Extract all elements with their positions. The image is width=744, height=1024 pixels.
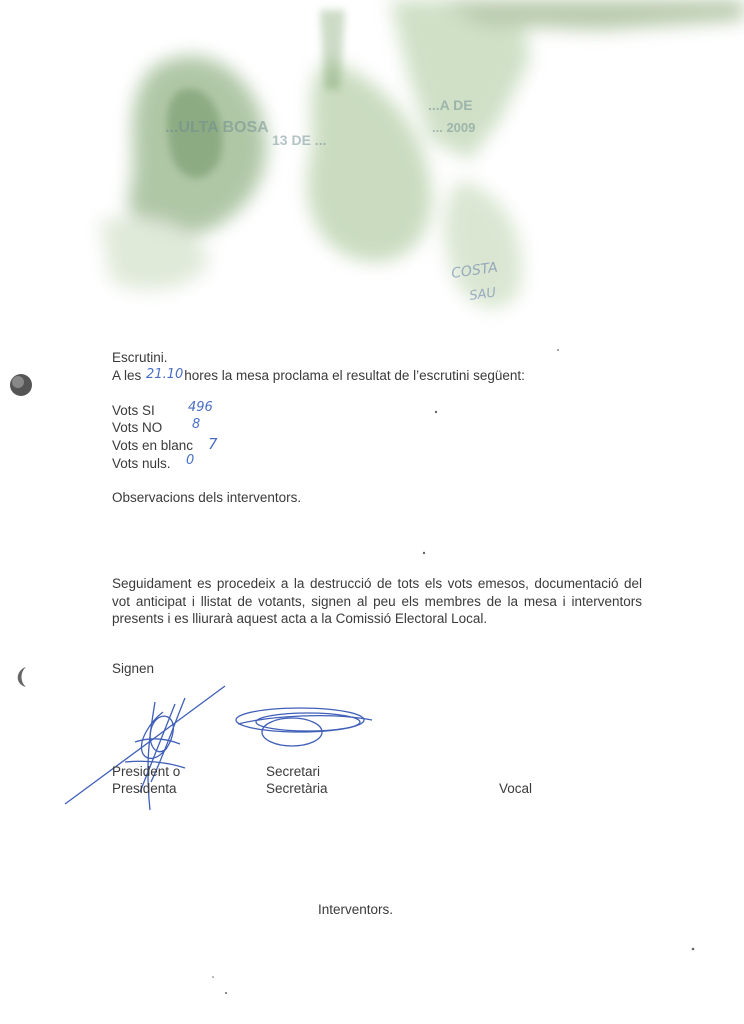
- section-heading: Escrutini.: [112, 350, 168, 365]
- signen-label: Signen: [112, 661, 155, 676]
- intro-after: hores la mesa proclama el resultat de l’escrutini següent:: [184, 368, 525, 383]
- votes-null-label: Vots nuls.: [112, 456, 171, 471]
- votes-no-value: 8: [192, 417, 201, 432]
- stamp-smudge: [0, 0, 744, 330]
- punch-hole-edge: [10, 664, 32, 690]
- interventors-label: Interventors.: [318, 902, 394, 917]
- votes-blank-label: Vots en blanc: [112, 438, 194, 453]
- intro-before: A les: [112, 368, 142, 383]
- punch-hole: [8, 372, 34, 398]
- stamp-text: 13 DE ...: [272, 132, 327, 148]
- vocal-label: Vocal: [499, 781, 533, 796]
- votes-blank-value: 7: [208, 435, 218, 453]
- votes-si-label: Vots SI: [112, 403, 155, 418]
- votes-null-value: 0: [186, 453, 195, 468]
- handwritten-time: 21.10: [146, 367, 184, 382]
- votes-si-value: 496: [188, 400, 213, 415]
- stamp-text: ...A DE: [428, 97, 473, 113]
- stamp-handwriting: SAU: [468, 285, 497, 304]
- stamp-text: ...ULTA BOSA: [165, 119, 269, 136]
- secretari-signature: [230, 698, 380, 753]
- intro-line: [112, 367, 525, 385]
- secretari-label-2: Secretària: [266, 781, 328, 796]
- stamp-handwriting: COSTA: [450, 259, 499, 282]
- closing-paragraph: Seguidament es procedeix a la destrucció de tots els vots emesos, documentació del vot anticipat i llistat de votants, signen al peu els membres de la mesa i interventors presents i es lliurarà aquest acta a la Comissió Electoral Local.: [112, 576, 642, 627]
- votes-no-label: Vots NO: [112, 420, 163, 435]
- observations-heading: Observacions dels interventors.: [112, 490, 302, 505]
- president-label-1: President o: [112, 764, 181, 779]
- secretari-label-1: Secretari: [266, 764, 321, 779]
- stamp-text: ... 2009: [432, 120, 476, 135]
- president-label-2: Presidenta: [112, 781, 177, 796]
